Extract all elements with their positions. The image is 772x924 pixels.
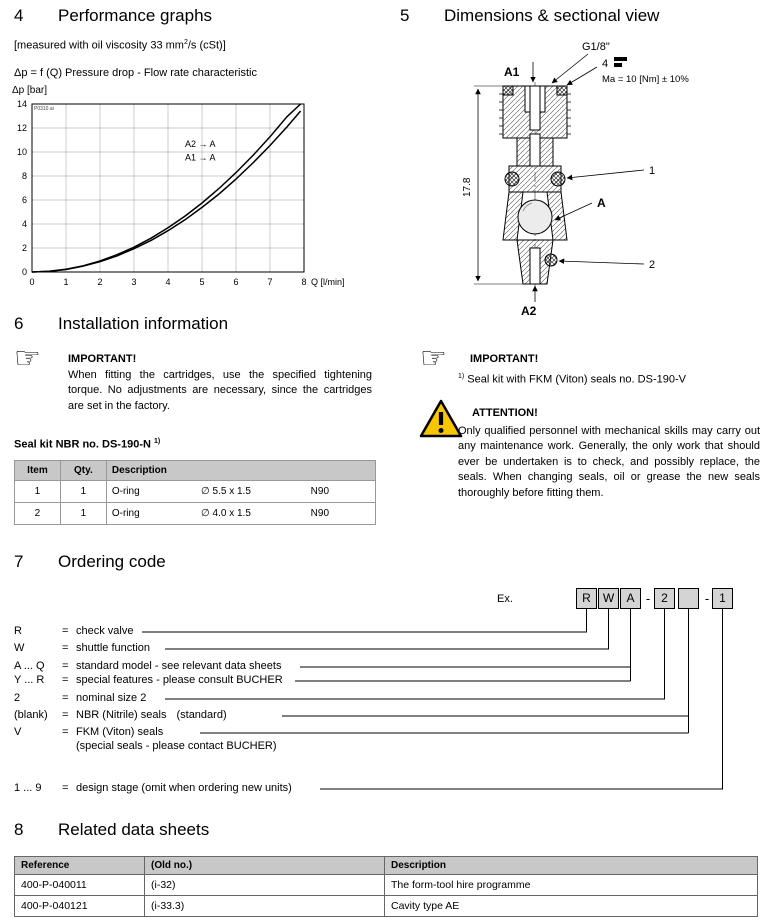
attention-label: ATTENTION! xyxy=(472,407,538,419)
col-item: Item xyxy=(15,461,61,481)
svg-text:4: 4 xyxy=(21,219,27,229)
col-qty: Qty. xyxy=(60,461,106,481)
row-desc: nominal size 2 xyxy=(76,692,147,704)
section-7-title: Ordering code xyxy=(58,552,166,571)
chart-subtitle: Δp = f (Q) Pressure drop - Flow rate characteristic xyxy=(14,67,258,79)
svg-text:A2 → A: A2 → A xyxy=(185,139,216,150)
ordering-row xyxy=(14,740,287,754)
svg-text:2: 2 xyxy=(97,277,103,287)
cell-material: N90 xyxy=(306,481,376,503)
row-desc: standard model - see relevant data sheets xyxy=(76,660,282,672)
torque-label: Ma = 10 [Nm] ± 10% xyxy=(602,74,689,85)
item-2-label: 2 xyxy=(649,259,656,271)
section-8-number: 8 xyxy=(14,820,24,839)
row-code: (blank) xyxy=(14,709,48,721)
row-desc: shuttle function xyxy=(76,642,150,654)
svg-text:4: 4 xyxy=(165,277,171,287)
svg-text:0: 0 xyxy=(29,277,35,287)
section-5-title: Dimensions & sectional view xyxy=(444,6,660,25)
top-seal-right xyxy=(557,86,567,95)
important-label-2: IMPORTANT! xyxy=(470,353,539,365)
ordering-row xyxy=(14,782,302,796)
svg-text:P0310.ai: P0310.ai xyxy=(34,106,54,112)
row-eq: = xyxy=(62,782,69,794)
section-4-title: Performance graphs xyxy=(58,6,213,25)
thread-label: G1/8" xyxy=(582,41,610,53)
o-ring-1-left xyxy=(505,172,519,186)
o-ring-1-right xyxy=(551,172,565,186)
svg-text:Q [l/min]: Q [l/min] xyxy=(311,277,345,287)
related-table-header-row xyxy=(15,857,758,875)
svg-text:8: 8 xyxy=(301,277,307,287)
code-box-seal xyxy=(678,588,699,609)
ordering-row xyxy=(14,642,160,656)
code-dash-2: - xyxy=(704,591,710,606)
section-5-heading xyxy=(400,6,659,26)
svg-text:14: 14 xyxy=(16,99,27,109)
cell-desc: O-ring xyxy=(106,503,196,525)
cell-qty: 1 xyxy=(60,503,106,525)
cell-item: 1 xyxy=(15,481,61,503)
seal-kit-footnote-sup: 1) xyxy=(153,438,161,445)
section-8-heading xyxy=(14,820,209,840)
footnote-marker: 1) xyxy=(458,373,465,380)
seal-table-row xyxy=(15,481,376,503)
valve-body xyxy=(499,86,571,284)
row-code: 2 xyxy=(14,692,21,704)
section-6-number: 6 xyxy=(14,314,24,333)
section-7-number: 7 xyxy=(14,552,24,571)
row-code: 1 ... 9 xyxy=(14,782,42,794)
ordering-row xyxy=(14,709,227,723)
cell-old-no: (i-33.3) xyxy=(145,896,385,917)
ordering-row xyxy=(14,692,156,706)
cell-description: The form-tool hire programme xyxy=(385,875,758,896)
svg-text:7: 7 xyxy=(267,277,273,287)
ordering-row xyxy=(14,660,291,674)
ordering-row xyxy=(14,674,293,688)
related-data-sheets-table xyxy=(14,856,758,917)
row-code: V xyxy=(14,726,22,738)
svg-text:5: 5 xyxy=(199,277,205,287)
code-box-w: W xyxy=(598,588,619,609)
svg-text:10: 10 xyxy=(16,147,27,157)
row-eq: = xyxy=(62,709,69,721)
important-text: When fitting the cartridges, use the specified tightening torque. No adjustments are necessary, since the cartridges are set in the factory. xyxy=(68,369,372,412)
cell-qty: 1 xyxy=(60,481,106,503)
row-eq: = xyxy=(62,660,69,672)
section-7-heading xyxy=(14,552,166,572)
row-eq: = xyxy=(62,642,69,654)
code-box-r: R xyxy=(576,588,597,609)
valve-ball xyxy=(518,200,552,234)
section-6-title: Installation information xyxy=(58,314,229,333)
row-desc: (special seals - please contact BUCHER) xyxy=(76,740,277,752)
cell-material: N90 xyxy=(306,503,376,525)
pointing-hand-icon: ☞ xyxy=(420,342,447,375)
related-table-row xyxy=(15,875,758,896)
cell-size: ∅ 4.0 x 1.5 xyxy=(196,503,306,525)
section-8-title: Related data sheets xyxy=(58,820,210,839)
ordering-row xyxy=(14,625,143,639)
section-4-number: 4 xyxy=(14,6,24,25)
row-code: Y ... R xyxy=(14,674,45,686)
row-desc2: (standard) xyxy=(176,709,227,721)
seal-kit-table xyxy=(14,460,376,525)
height-dim-label: 17.8 xyxy=(462,177,473,197)
svg-text:6: 6 xyxy=(21,195,27,205)
measurement-note-sup: 2 xyxy=(183,39,188,46)
section-6-heading xyxy=(14,314,228,334)
seal-kit-title-text: Seal kit NBR no. DS-190-N xyxy=(14,438,151,451)
o-ring-2 xyxy=(545,254,557,266)
related-table-row xyxy=(15,896,758,917)
row-eq: = xyxy=(62,674,69,686)
port-a2-label: A2 xyxy=(521,304,537,318)
cell-reference: 400-P-040121 xyxy=(15,896,145,917)
footnote-text: Seal kit with FKM (Viton) seals no. DS-190-V xyxy=(467,373,686,386)
pressure-drop-chart xyxy=(8,96,348,296)
cell-description: Cavity type AE xyxy=(385,896,758,917)
row-eq: = xyxy=(62,692,69,704)
item-1-label: 1 xyxy=(649,165,656,177)
row-eq: = xyxy=(62,726,69,738)
example-label: Ex. xyxy=(497,593,513,605)
row-eq: = xyxy=(62,625,69,637)
svg-text:6: 6 xyxy=(233,277,239,287)
cell-old-no: (i-32) xyxy=(145,875,385,896)
ordering-row xyxy=(14,726,173,740)
row-desc: design stage (omit when ordering new units) xyxy=(76,782,292,794)
pointing-hand-icon: ☞ xyxy=(14,342,41,375)
code-dash-1: - xyxy=(645,591,651,606)
svg-text:3: 3 xyxy=(131,277,137,287)
port-a-label: A xyxy=(597,196,606,210)
section-5-number: 5 xyxy=(400,6,410,25)
svg-text:12: 12 xyxy=(16,123,27,133)
section-4-heading xyxy=(14,6,212,26)
col-description: Description xyxy=(385,857,758,875)
svg-text:2: 2 xyxy=(21,243,27,253)
col-old-no: (Old no.) xyxy=(145,857,385,875)
cell-desc: O-ring xyxy=(106,481,196,503)
row-desc: NBR (Nitrile) seals xyxy=(76,709,167,721)
cell-size: ∅ 5.5 x 1.5 xyxy=(196,481,306,503)
row-code: A ... Q xyxy=(14,660,45,672)
top-seal-left xyxy=(503,86,513,95)
item-4-label: 4 xyxy=(602,58,609,70)
attention-text: Only qualified personnel with mechanical skills may carry out any maintenance work. Generally, the only work that should ever be undertaken is to check, and possibly replace, the seals. When changing seals, oil or grease the new seals thoroughly before fitting them. xyxy=(458,425,760,499)
curve-A2-A xyxy=(32,104,301,272)
seal-kit-title xyxy=(14,437,160,453)
code-box-a: A xyxy=(620,588,641,609)
seal-symbol-icon xyxy=(614,57,627,67)
svg-text:1: 1 xyxy=(63,277,69,287)
row-desc: check valve xyxy=(76,625,134,637)
sectional-view-figure xyxy=(420,34,770,324)
code-box-size: 2 xyxy=(654,588,675,609)
col-reference: Reference xyxy=(15,857,145,875)
cell-reference: 400-P-040011 xyxy=(15,875,145,896)
svg-text:A1 → A: A1 → A xyxy=(185,152,216,163)
port-a1-label: A1 xyxy=(504,65,520,79)
row-code: W xyxy=(14,642,25,654)
col-description: Description xyxy=(106,461,375,481)
seal-table-row xyxy=(15,503,376,525)
row-desc: special features - please consult BUCHER xyxy=(76,674,283,686)
measurement-note xyxy=(14,38,226,54)
cell-item: 2 xyxy=(15,503,61,525)
svg-text:0: 0 xyxy=(21,267,27,277)
important-label: IMPORTANT! xyxy=(68,353,137,365)
measurement-note-text-2: /s (cSt)] xyxy=(187,39,226,52)
row-code: R xyxy=(14,625,22,637)
measurement-note-text: [measured with oil viscosity 33 mm xyxy=(14,39,184,52)
seal-table-header-row xyxy=(15,461,376,481)
svg-text:8: 8 xyxy=(21,171,27,181)
seal-kit-footnote xyxy=(458,372,760,388)
row-desc: FKM (Viton) seals xyxy=(76,726,164,738)
chart-y-axis-label: Δp [bar] xyxy=(12,85,48,96)
code-box-stage: 1 xyxy=(712,588,733,609)
